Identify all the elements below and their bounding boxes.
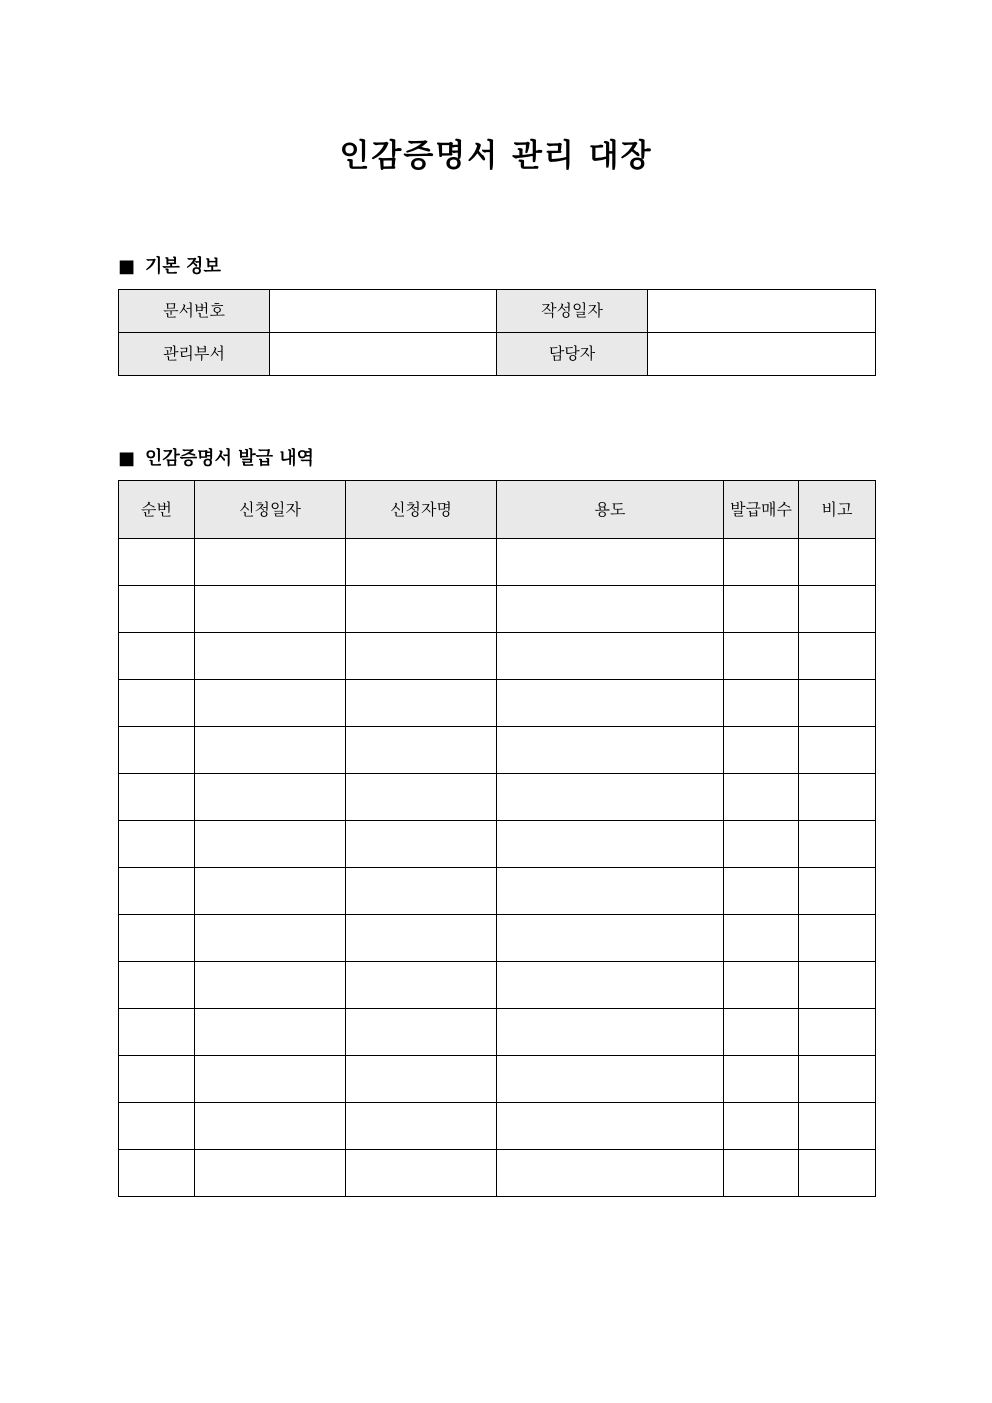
seq-cell[interactable] (119, 868, 195, 915)
applicant-cell[interactable] (346, 539, 497, 586)
remarks-cell[interactable] (799, 915, 876, 962)
copies-cell[interactable] (724, 915, 799, 962)
remarks-cell[interactable] (799, 868, 876, 915)
table-row (119, 774, 876, 821)
purpose-cell[interactable] (497, 962, 724, 1009)
purpose-cell[interactable] (497, 868, 724, 915)
table-header-row (119, 481, 876, 539)
request-date-cell[interactable] (195, 821, 346, 868)
copies-cell[interactable] (724, 539, 799, 586)
table-row (119, 915, 876, 962)
column-header-copies: 발급매수 (724, 481, 799, 539)
table-row (119, 633, 876, 680)
remarks-cell[interactable] (799, 1150, 876, 1197)
copies-cell[interactable] (724, 774, 799, 821)
request-date-cell[interactable] (195, 962, 346, 1009)
applicant-cell[interactable] (346, 774, 497, 821)
square-bullet-icon: ■ (118, 256, 136, 277)
table-row (119, 680, 876, 727)
purpose-cell[interactable] (497, 821, 724, 868)
table-row (119, 290, 876, 333)
table-row (119, 821, 876, 868)
request-date-cell[interactable] (195, 1056, 346, 1103)
manager-label: 담당자 (497, 333, 648, 376)
copies-cell[interactable] (724, 633, 799, 680)
table-row (119, 1009, 876, 1056)
request-date-cell[interactable] (195, 868, 346, 915)
dept-field[interactable] (270, 333, 497, 376)
issue-log-table (118, 480, 876, 1197)
basic-info-table (118, 289, 876, 376)
dept-label: 관리부서 (119, 333, 270, 376)
copies-cell[interactable] (724, 962, 799, 1009)
manager-field[interactable] (648, 333, 876, 376)
copies-cell[interactable] (724, 821, 799, 868)
table-row (119, 539, 876, 586)
applicant-cell[interactable] (346, 1009, 497, 1056)
remarks-cell[interactable] (799, 586, 876, 633)
seq-cell[interactable] (119, 633, 195, 680)
applicant-cell[interactable] (346, 633, 497, 680)
copies-cell[interactable] (724, 1009, 799, 1056)
seq-cell[interactable] (119, 774, 195, 821)
copies-cell[interactable] (724, 680, 799, 727)
table-row (119, 1056, 876, 1103)
remarks-cell[interactable] (799, 539, 876, 586)
request-date-cell[interactable] (195, 1150, 346, 1197)
copies-cell[interactable] (724, 1103, 799, 1150)
seq-cell[interactable] (119, 915, 195, 962)
remarks-cell[interactable] (799, 1009, 876, 1056)
request-date-cell[interactable] (195, 915, 346, 962)
applicant-cell[interactable] (346, 1150, 497, 1197)
applicant-cell[interactable] (346, 868, 497, 915)
copies-cell[interactable] (724, 727, 799, 774)
seq-cell[interactable] (119, 962, 195, 1009)
date-label: 작성일자 (497, 290, 648, 333)
purpose-cell[interactable] (497, 539, 724, 586)
table-row (119, 586, 876, 633)
section-heading-label: 기본 정보 (145, 256, 221, 277)
table-row (119, 727, 876, 774)
table-row (119, 962, 876, 1009)
remarks-cell[interactable] (799, 774, 876, 821)
page-title: 인감증명서 관리 대장 (339, 138, 653, 174)
seq-cell[interactable] (119, 1056, 195, 1103)
remarks-cell[interactable] (799, 1056, 876, 1103)
purpose-cell[interactable] (497, 727, 724, 774)
seq-cell[interactable] (119, 1150, 195, 1197)
remarks-cell[interactable] (799, 962, 876, 1009)
section-heading-label: 인감증명서 발급 내역 (145, 448, 315, 469)
date-field[interactable] (648, 290, 876, 333)
applicant-cell[interactable] (346, 962, 497, 1009)
table-row (119, 333, 876, 376)
square-bullet-icon: ■ (118, 448, 136, 469)
seq-cell[interactable] (119, 727, 195, 774)
column-header-seq: 순번 (119, 481, 195, 539)
request-date-cell[interactable] (195, 1103, 346, 1150)
purpose-cell[interactable] (497, 633, 724, 680)
remarks-cell[interactable] (799, 1103, 876, 1150)
column-header-request-date: 신청일자 (195, 481, 346, 539)
remarks-cell[interactable] (799, 633, 876, 680)
purpose-cell[interactable] (497, 586, 724, 633)
request-date-cell[interactable] (195, 774, 346, 821)
applicant-cell[interactable] (346, 680, 497, 727)
purpose-cell[interactable] (497, 1150, 724, 1197)
table-row (119, 868, 876, 915)
seq-cell[interactable] (119, 586, 195, 633)
applicant-cell[interactable] (346, 1103, 497, 1150)
copies-cell[interactable] (724, 1150, 799, 1197)
remarks-cell[interactable] (799, 821, 876, 868)
doc-number-field[interactable] (270, 290, 497, 333)
request-date-cell[interactable] (195, 1009, 346, 1056)
copies-cell[interactable] (724, 586, 799, 633)
seq-cell[interactable] (119, 821, 195, 868)
purpose-cell[interactable] (497, 680, 724, 727)
section-heading-issue-log (118, 444, 314, 470)
table-row (119, 1103, 876, 1150)
applicant-cell[interactable] (346, 1056, 497, 1103)
table-row (119, 1150, 876, 1197)
remarks-cell[interactable] (799, 680, 876, 727)
request-date-cell[interactable] (195, 586, 346, 633)
remarks-cell[interactable] (799, 727, 876, 774)
applicant-cell[interactable] (346, 586, 497, 633)
column-header-remarks: 비고 (799, 481, 876, 539)
seq-cell[interactable] (119, 1103, 195, 1150)
section-heading-basic-info (118, 252, 221, 278)
applicant-cell[interactable] (346, 915, 497, 962)
seq-cell[interactable] (119, 680, 195, 727)
applicant-cell[interactable] (346, 727, 497, 774)
seq-cell[interactable] (119, 1009, 195, 1056)
request-date-cell[interactable] (195, 633, 346, 680)
purpose-cell[interactable] (497, 1103, 724, 1150)
applicant-cell[interactable] (346, 821, 497, 868)
purpose-cell[interactable] (497, 1009, 724, 1056)
column-header-applicant: 신청자명 (346, 481, 497, 539)
request-date-cell[interactable] (195, 680, 346, 727)
copies-cell[interactable] (724, 868, 799, 915)
request-date-cell[interactable] (195, 727, 346, 774)
request-date-cell[interactable] (195, 539, 346, 586)
copies-cell[interactable] (724, 1056, 799, 1103)
seq-cell[interactable] (119, 539, 195, 586)
purpose-cell[interactable] (497, 915, 724, 962)
doc-number-label: 문서번호 (119, 290, 270, 333)
purpose-cell[interactable] (497, 1056, 724, 1103)
column-header-purpose: 용도 (497, 481, 724, 539)
purpose-cell[interactable] (497, 774, 724, 821)
